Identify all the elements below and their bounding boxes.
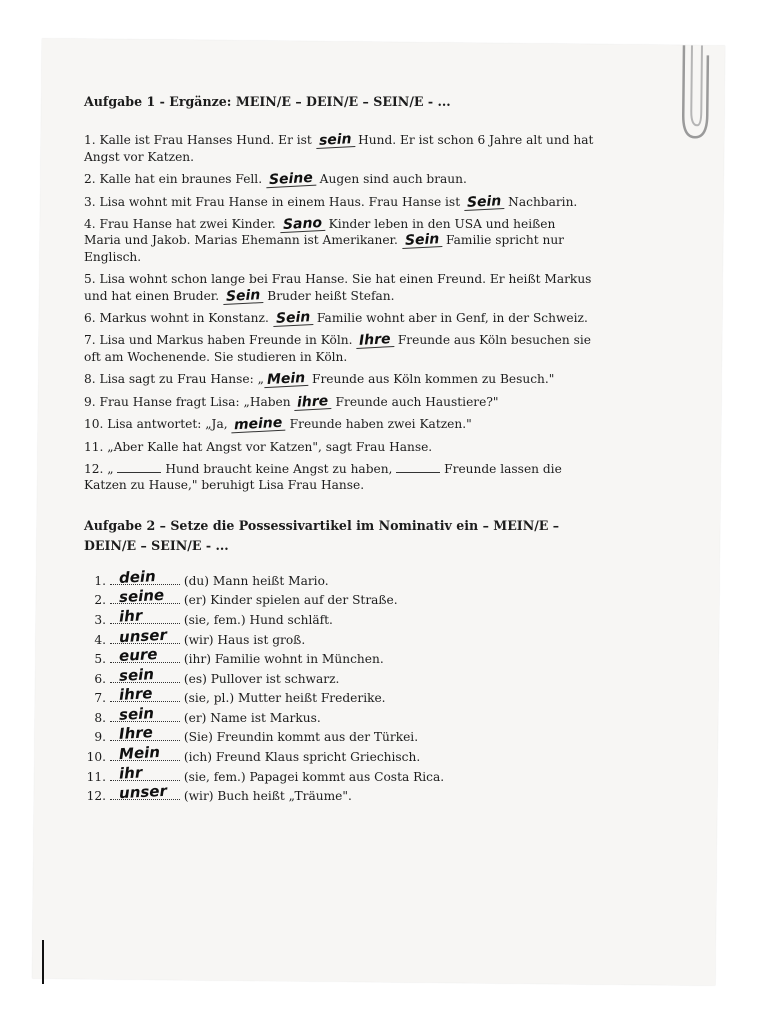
empty-answer-blank[interactable] [396, 462, 440, 473]
handwritten-answer[interactable]: Sein [464, 194, 505, 211]
handwritten-answer: Mein [118, 743, 161, 764]
handwritten-answer: sein [118, 664, 155, 685]
task1-item: 9. Frau Hanse fragt Lisa: „Haben ihre Freunde auch Haustiere?" [84, 392, 499, 411]
task2-item: 10. Mein (ich) Freund Klaus spricht Griechisch. [86, 743, 421, 765]
task2-item: 2. seine (er) Kinder spielen auf der Straße. [94, 586, 398, 608]
handwritten-answer: unser [118, 625, 168, 646]
task1-item: 6. Markus wohnt in Konstanz. Sein Familie wohnt aber in Genf, in der Schweiz. [84, 309, 588, 327]
task2-item: 4. unser (wir) Haus ist groß. [94, 625, 306, 647]
task1-item: 1. Kalle ist Frau Hanses Hund. Er ist sein Hund. Er ist schon 6 Jahre alt und hat Angst vor Katzen. [84, 131, 594, 164]
handwritten-answer: seine [118, 586, 165, 607]
handwritten-answer[interactable]: meine [231, 416, 286, 434]
handwritten-answer[interactable]: Sano [279, 216, 325, 233]
answer-line[interactable] [110, 625, 180, 646]
task1-item: 2. Kalle hat ein braunes Fell. Seine Augen sind auch braun. [84, 170, 467, 189]
page-edge [42, 940, 44, 984]
task1-item: 12. „ Hund braucht keine Angst zu haben, Freunde lassen die Katzen zu Hause," beruhigt Lisa Frau Hanse. [84, 461, 562, 493]
handwritten-answer[interactable]: Sein [401, 232, 442, 249]
handwritten-answer: unser [118, 782, 168, 803]
task1-item: 3. Lisa wohnt mit Frau Hanse in einem Haus. Frau Hanse ist Sein Nachbarin. [84, 192, 578, 211]
answer-line[interactable] [110, 763, 180, 783]
answer-line[interactable] [110, 566, 180, 587]
task2-item: 3. ihr (sie, fem.) Hund schläft. [94, 606, 333, 627]
handwritten-answer: sein [118, 703, 155, 724]
task1-item: 11. „Aber Kalle hat Angst vor Katzen", sagt Frau Hanse. [84, 439, 433, 454]
answer-line[interactable] [110, 723, 180, 744]
task2-item: 8. sein (er) Name ist Markus. [94, 703, 321, 725]
task2-heading: Aufgabe 2 – Setze die Possessivartikel im Nominativ ein – MEIN/E – DEIN/E – SEIN/E - ... [84, 517, 560, 553]
answer-line[interactable] [110, 703, 180, 724]
handwritten-answer[interactable]: Seine [266, 171, 317, 189]
handwritten-answer: dein [118, 566, 157, 587]
answer-line[interactable] [110, 684, 180, 705]
handwritten-answer[interactable]: sein [315, 132, 354, 149]
task2-list [84, 566, 594, 807]
task2-item: 1. dein (du) Mann heißt Mario. [94, 566, 329, 588]
handwritten-answer[interactable]: Sein [223, 288, 264, 305]
answer-line[interactable] [110, 645, 180, 666]
task2-item: 9. Ihre (Sie) Freundin kommt aus der Türkei. [94, 723, 419, 745]
handwritten-answer[interactable]: Mein [264, 371, 309, 388]
handwritten-answer[interactable]: ihre [294, 394, 332, 411]
task1-item: 8. Lisa sagt zu Frau Hanse: „ Mein Freunde aus Köln kommen zu Besuch." [84, 370, 555, 389]
handwritten-answer: eure [118, 645, 158, 666]
task1-item: 4. Frau Hanse hat zwei Kinder. Sano Kinder leben in den USA und heißen Maria und Jakob. Marias Ehemann ist Amerikaner. Sein Familie spricht nur Englisch. [84, 215, 564, 264]
answer-line[interactable] [110, 782, 180, 803]
task2-item: 5. eure (ihr) Familie wohnt in München. [94, 645, 384, 667]
worksheet-content [84, 94, 594, 807]
task1-item: 10. Lisa antwortet: „Ja, meine Freunde haben zwei Katzen." [84, 414, 472, 434]
handwritten-answer: Ihre [118, 723, 154, 744]
answer-line[interactable] [110, 743, 180, 764]
answer-line[interactable] [110, 664, 180, 685]
task1-item: 7. Lisa und Markus haben Freunde in Köln. Ihre Freunde aus Köln besuchen sie oft am Wochenende. Sie studieren in Köln. [84, 331, 591, 364]
answer-line[interactable] [110, 586, 180, 607]
task2-item: 7. ihre (sie, pl.) Mutter heißt Frederike. [94, 684, 386, 706]
task1-item: 5. Lisa wohnt schon lange bei Frau Hanse. Sie hat einen Freund. Er heißt Markus und hat einen Bruder. Sein Bruder heißt Stefan. [84, 272, 592, 305]
handwritten-answer[interactable]: Ihre [356, 332, 394, 349]
task2-item: 11. ihr (sie, fem.) Papagei kommt aus Costa Rica. [86, 763, 445, 784]
empty-answer-blank[interactable] [117, 462, 161, 473]
paperclip-icon [661, 45, 722, 146]
handwritten-answer: ihr [118, 763, 143, 783]
handwritten-answer[interactable]: Sein [272, 310, 313, 327]
task2-item: 12. unser (wir) Buch heißt „Träume". [86, 782, 352, 804]
handwritten-answer: ihr [118, 606, 143, 626]
handwritten-answer: ihre [118, 684, 153, 705]
task2-item: 6. sein (es) Pullover ist schwarz. [94, 664, 340, 686]
task1-heading: Aufgabe 1 - Ergänze: MEIN/E – DEIN/E – SEIN/E - ... [84, 94, 451, 109]
answer-line[interactable] [110, 606, 180, 626]
